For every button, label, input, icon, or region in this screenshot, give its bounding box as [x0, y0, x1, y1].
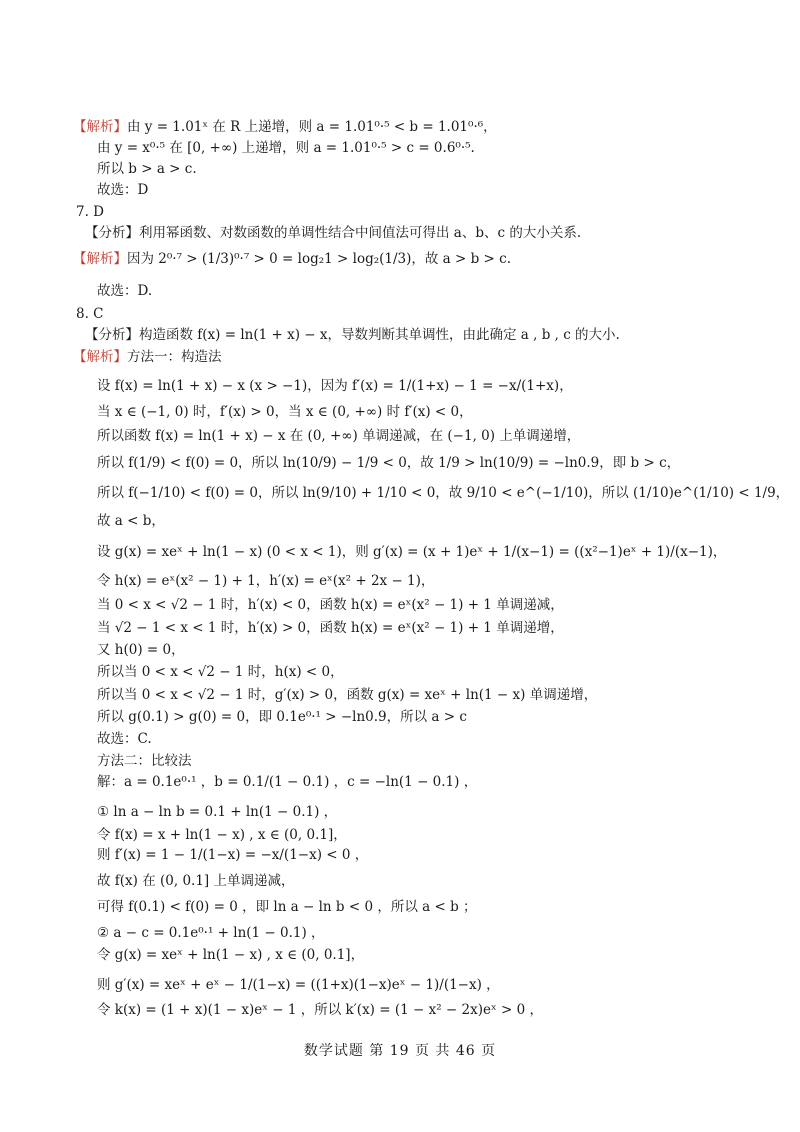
- text-line: [76, 203, 104, 221]
- line-text: 又 h(0) = 0，: [97, 642, 185, 658]
- text-line: [97, 181, 148, 199]
- line-text: 令 k(x) = (1 + x)(1 − x)eˣ − 1 ，所以 k′(x) = (1 − x² − 2x)eˣ > 0 ，: [97, 1002, 543, 1018]
- line-text: 因为 2⁰·⁷ > (1/3)⁰·⁷ > 0 = log₂1 > log₂(1/3)，故 a > b > c.: [127, 251, 512, 267]
- line-text: 令 h(x) = eˣ(x² − 1) + 1，h′(x) = eˣ(x² + 2x − 1)，: [97, 573, 435, 589]
- text-line: [97, 377, 573, 395]
- text-line: [97, 752, 192, 770]
- text-line: [97, 454, 680, 472]
- line-text: 解：a = 0.1e⁰·¹ ，b = 0.1/(1 − 0.1) ，c = −ln(1 − 0.1) ，: [97, 774, 478, 790]
- line-text: 故 f(x) 在 (0, 0.1] 上单调递减，: [97, 873, 295, 889]
- text-line: [97, 641, 185, 659]
- line-text: 令 f(x) = x + ln(1 − x) , x ∈ (0, 0.1]，: [97, 827, 347, 843]
- text-line: [97, 403, 473, 421]
- text-line: [73, 348, 222, 366]
- page-footer: 数学试题 第 19 页 共 46 页: [303, 1043, 497, 1059]
- line-text: 所以函数 f(x) = ln(1 + x) − x 在 (0, +∞) 单调递减，在 (−1, 0) 上单调递增，: [97, 428, 581, 444]
- text-line: [97, 619, 564, 637]
- line-text: 故选：D.: [97, 283, 153, 299]
- line-text: 【分析】构造函数 f(x) = ln(1 + x) − x，导数判断其单调性，由此确定 a , b , c 的大小.: [85, 327, 620, 343]
- text-line: [97, 596, 564, 614]
- text-line: [76, 305, 104, 323]
- line-text: 7. D: [76, 204, 104, 220]
- text-line: [97, 946, 364, 964]
- text-line: [97, 427, 580, 445]
- text-line: [97, 686, 597, 704]
- line-text: 故 a < b，: [97, 513, 165, 529]
- text-line: [97, 160, 197, 178]
- line-text: ① ln a − ln b = 0.1 + ln(1 − 0.1) ，: [97, 804, 338, 820]
- line-text: 由 y = 1.01ˣ 在 R 上递增，则 a = 1.01⁰·⁵ < b = 1.01⁰·⁶，: [127, 119, 497, 135]
- text-line: [97, 1001, 543, 1019]
- line-text: 所以 b > a > c.: [97, 161, 197, 177]
- line-text: 所以 f(1/9) < f(0) = 0，所以 ln(10/9) − 1/9 < 0，故 1/9 > ln(10/9) = −ln0.9，即 b > c，: [97, 455, 681, 471]
- line-text: 当 0 < x < √2 − 1 时，h′(x) < 0，函数 h(x) = eˣ(x² − 1) + 1 单调递减，: [97, 597, 564, 613]
- text-line: [97, 898, 477, 916]
- text-line: [73, 250, 511, 268]
- text-line: [97, 803, 337, 821]
- line-text: 所以当 0 < x < √2 − 1 时，h(x) < 0，: [97, 664, 344, 680]
- analysis-tag: 【解析】: [73, 119, 127, 135]
- text-line: [97, 663, 344, 681]
- text-line: [73, 118, 497, 136]
- line-text: 则 g′(x) = xeˣ + eˣ − 1/(1−x) = ((1+x)(1−x)eˣ − 1)/(1−x) ，: [97, 977, 500, 993]
- text-line: [97, 826, 347, 844]
- text-line: [85, 224, 581, 242]
- text-line: [97, 773, 477, 791]
- text-line: [85, 326, 620, 344]
- line-text: 8. C: [76, 306, 104, 322]
- line-text: 所以 g(0.1) > g(0) = 0，即 0.1e⁰·¹ > −ln0.9，所以 a > c: [97, 709, 467, 725]
- text-line: [97, 282, 152, 300]
- line-text: 故选：C.: [97, 731, 152, 747]
- text-line: [97, 846, 368, 864]
- analysis-tag: 【解析】: [73, 349, 127, 365]
- text-line: [97, 730, 152, 748]
- line-text: 设 g(x) = xeˣ + ln(1 − x) (0 < x < 1)，则 g′(x) = (x + 1)eˣ + 1/(x−1) = ((x²−1)eˣ + 1)/(x−1)，: [97, 544, 727, 560]
- text-line: [97, 512, 165, 530]
- line-text: 设 f(x) = ln(1 + x) − x (x > −1)，因为 f′(x) = 1/(1+x) − 1 = −x/(1+x)，: [97, 378, 573, 394]
- line-text: 由 y = x⁰·⁵ 在 [0, +∞) 上递增，则 a = 1.01⁰·⁵ > c = 0.6⁰·⁵.: [97, 140, 475, 156]
- line-text: 可得 f(0.1) < f(0) = 0 ，即 ln a − ln b < 0 ，所以 a < b ；: [97, 899, 477, 915]
- text-line: [97, 572, 434, 590]
- line-text: 令 g(x) = xeˣ + ln(1 − x) , x ∈ (0, 0.1]，: [97, 947, 365, 963]
- line-text: 则 f′(x) = 1 − 1/(1−x) = −x/(1−x) < 0 ，: [97, 847, 369, 863]
- text-line: [97, 484, 789, 502]
- line-text: 方法二：比较法: [97, 753, 192, 769]
- text-line: [97, 976, 500, 994]
- analysis-tag: 【解析】: [73, 251, 127, 267]
- text-line: [97, 924, 325, 942]
- line-text: 所以当 0 < x < √2 − 1 时，g′(x) > 0，函数 g(x) = xeˣ + ln(1 − x) 单调递增，: [97, 687, 598, 703]
- text-line: [97, 139, 475, 157]
- line-text: 所以 f(−1/10) < f(0) = 0，所以 ln(9/10) + 1/10 < 0，故 9/10 < e^(−1/10)，所以 (1/10)e^(1/10) < 1/9，: [97, 485, 790, 501]
- line-text: 【分析】利用幂函数、对数函数的单调性结合中间值法可得出 a、b、c 的大小关系.: [85, 225, 582, 241]
- text-line: [97, 543, 726, 561]
- line-text: 方法一：构造法: [127, 349, 222, 365]
- line-text: 当 x ∈ (−1, 0) 时，f′(x) > 0，当 x ∈ (0, +∞) 时 f′(x) < 0，: [97, 404, 473, 420]
- text-line: [97, 708, 467, 726]
- line-text: 故选：D: [97, 182, 149, 198]
- line-text: 当 √2 − 1 < x < 1 时，h′(x) > 0，函数 h(x) = eˣ(x² − 1) + 1 单调递增，: [97, 620, 564, 636]
- text-line: [97, 872, 294, 890]
- line-text: ② a − c = 0.1e⁰·¹ + ln(1 − 0.1) ，: [97, 925, 325, 941]
